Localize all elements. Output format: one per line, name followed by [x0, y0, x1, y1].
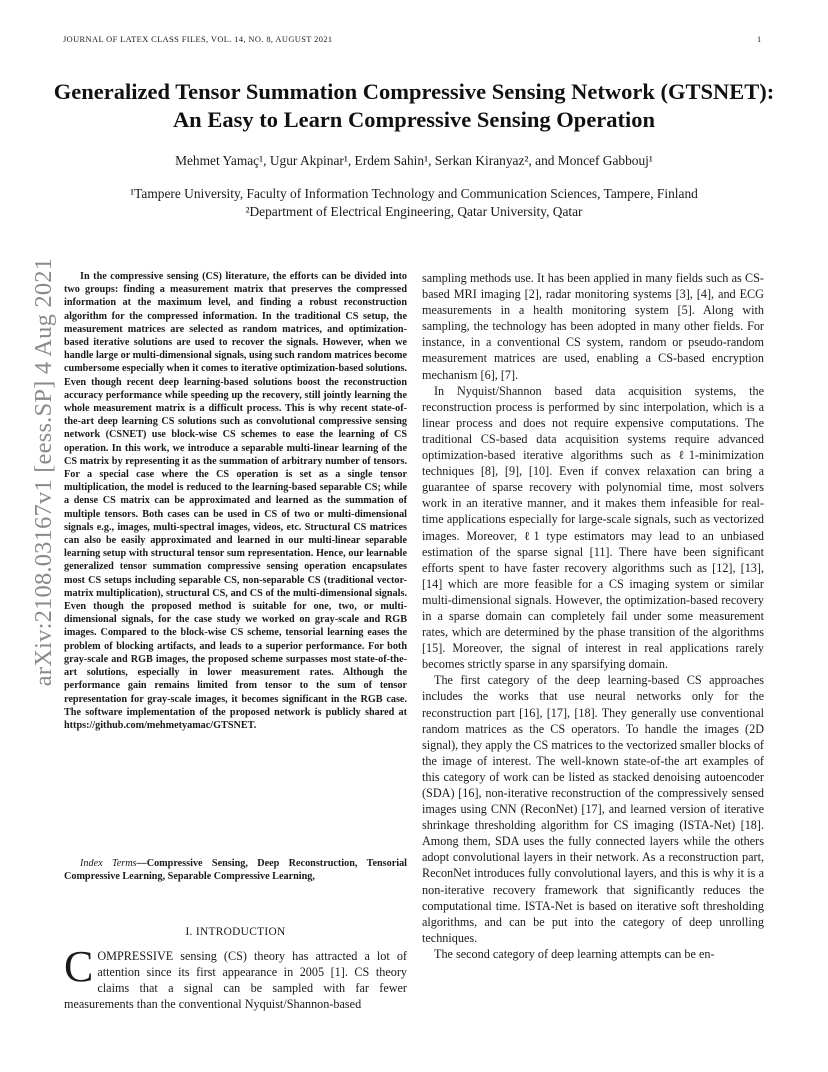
index-terms-text: —Compressive Sensing, Deep Reconstruction, Tensorial Compressive Learning, Separable Compressive Learning,: [64, 858, 407, 883]
section-heading: I. INTRODUCTION: [185, 926, 286, 938]
index-terms-label: Index Terms: [80, 858, 137, 869]
affiliations: [40, 185, 788, 221]
index-terms: [64, 857, 407, 883]
drop-cap: C: [64, 942, 94, 991]
paragraph-3: The first category of the deep learning-based CS approaches includes the works that use neural networks only for the reconstruction part [16], [17], [18]. They generally use conventional random matrices as the CS operators. To handle the images (2D signal), they apply the CS matrices to the vectorized smaller blocks of the image of interest. The well-known state-of-the art examples of this category of work can be listed as stacked denoising autoencoder (SDA) [16], non-iterative reconstruction of the compressively sensed images using CNN (ReconNet) [17], and learned version of iterative shrinkage thresholding algorithm for CS imaging (ISTA-Net) [18]. Among them, SDA uses the fully connected layers while the others adopt convolutional layers in their network. As a reconstruction part, ReconNet introduces fully convolutional layers, and this is why it is a non-iterative recovery framework that significantly reduces the computational time. ISTA-Net is based on iterative soft thresholding algorithms, and can be put into the category of deep unrolling techniques.: [422, 673, 764, 945]
intro-paragraph: [64, 942, 407, 1012]
paragraph-4: The second category of deep learning attempts can be en-: [434, 946, 715, 961]
paragraph-1: sampling methods use. It has been applied in many fields such as CS-based MRI imaging [2], radar monitoring systems [3], [4], and ECG measurements in a health monitoring system [5]. Along with sampling, the technology has been adopted in many other fields. For instance, in a conventional CS system, random or pseudo-random measurement matrices are used, enabling a CS-based encryption mechanism [6], [7].: [422, 271, 764, 382]
page-number: 1: [757, 35, 762, 44]
running-header: JOURNAL OF LATEX CLASS FILES, VOL. 14, NO. 8, AUGUST 2021: [63, 35, 333, 44]
affiliation-1: ¹Tampere University, Faculty of Information Technology and Communication Sciences, Tampere, Finland: [130, 186, 698, 201]
author-list: Mehmet Yamaç¹, Ugur Akpinar¹, Erdem Sahin¹, Serkan Kiranyaz², and Moncef Gabbouj¹: [175, 153, 653, 168]
abstract: In the compressive sensing (CS) literature, the efforts can be divided into two groups: finding a measurement matrix that preserves the compressed information at the maximum level, and finding a robust reconstruction algorithm for the compressed information. In the traditional CS setup, the measurement matrices are selected as random matrices, and optimization-based iterative solutions are used to recover the signals. However, when we handle large or multi-dimensional signals, using such random matrices become cumbersome especially when it comes to iterative optimization-based solutions. Even though recent deep learning-based solutions boost the reconstruction accuracy performance while speeding up the recovery, still jointly learning the whole measurement matrix is a difficult process. This is why recent state-of-the-art deep learning CS solutions such as convolutional compressive sensing network (CSNET) use block-wise CS schemes to ease the learning of CS operation. In this work, we introduce a separable multi-linear learning of the CS matrix by representing it as the summation of arbitrary number of tensors. For a special case where the CS operation is set as a single tensor multiplication, the model is reduced to the learning-based separable CS; while a dense CS matrix can be approximated and learned as the summation of multiple tensors. Both cases can be used in CS of two or multi-dimensional signals e.g., images, multi-spectral images, videos, etc. Structural CS matrices can also be easily approximated and learned in our multi-linear separable learning setup with structural tensor sum representation. Hence, our learnable generalized tensor summation compressive sensing operation encapsulates most CS setups including separable CS, non-separable CS (traditional vector-matrix multiplication), structural CS, and CS of the multi-dimensional signals. Even though the proposed method is suitable for one, two, or multi-dimensional signals, for the case study we worked on gray-scale and RGB images. Compared to the block-wise CS scheme, tensorial learning eases the problem of blocking artifacts, and leads to a superior performance. For both gray-scale and RGB images, the proposed scheme surpasses most state-of-the-art solutions, especially in lower measurement rates. Although the performance gain remains limited from tensor to the sum of tensor representation for gray-scale images, it becomes significant in the RGB case. The software implementation of the proposed network is publicly shared at https://github.com/mehmetyamac/GTSNET.: [64, 271, 407, 731]
intro-text: OMPRESSIVE sensing (CS) theory has attracted a lot of attention since its first appearance in 2005 [1]. CS theory claims that a signal can be sampled with far fewer measurements than the conventional Nyquist/Shannon-based: [64, 949, 407, 1012]
affiliation-2: ²Department of Electrical Engineering, Qatar University, Qatar: [245, 204, 583, 219]
right-column: [422, 270, 764, 962]
arxiv-stamp-text: arXiv:2108.03167v1 [eess.SP] 4 Aug 2021: [30, 257, 57, 687]
arxiv-stamp: [30, 257, 57, 687]
paper-title: Generalized Tensor Summation Compressive Sensing Network (GTSNET): An Easy to Learn Compressive Sensing Operation: [53, 79, 775, 132]
paragraph-2: In Nyquist/Shannon based data acquisition systems, the reconstruction process is performed by sinc interpolation, which is a linear process and does not require expensive computations. The traditional CS-based data acquisition systems require advanced optimization-based iterative algorithms such as ℓ1-minimization techniques [8], [9], [10]. Even if convex relaxation can bring a guarantee of sparse recovery with polynomial time, most solvers work in an iterative manner, and it makes them infeasible for real-time applications especially for large-scale signals, such as vectorized images. Moreover, ℓ1 type estimators may lead to an unbiased estimation of the sparse signal [11]. There have been significant efforts spent to have faster recovery algorithms such as [12], [13], [14] which are more feasible for a CS imaging system or similar multi-dimensional signals. However, the optimization-based recovery in a sparse domain can completely fail under some measurement rates, which are determined by the phase transition of the algorithms [15]. Moreover, the signal of interest in real applications rarely becomes strictly sparse in any sparsifying domain.: [422, 383, 764, 672]
